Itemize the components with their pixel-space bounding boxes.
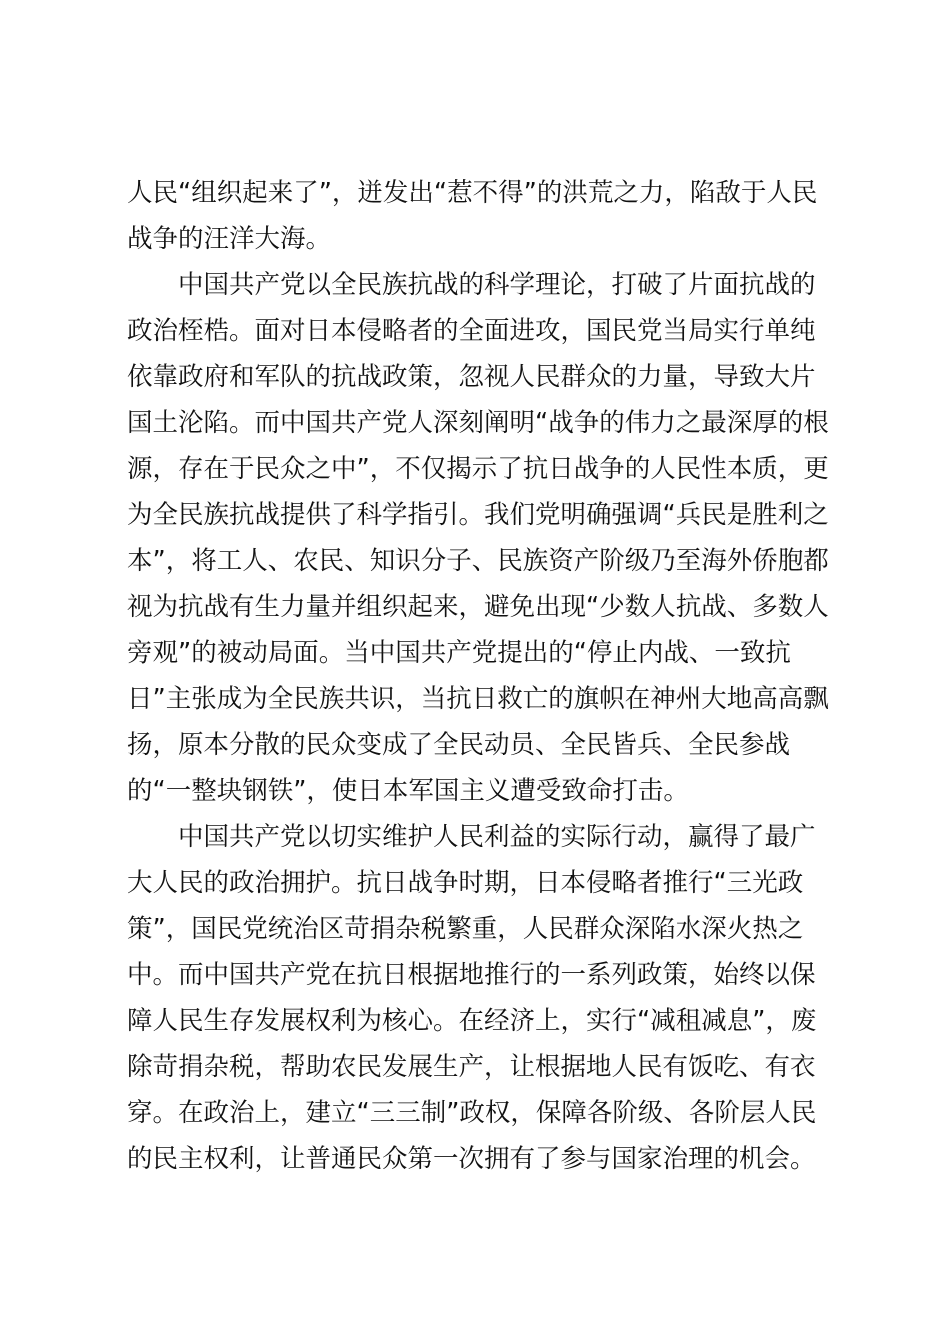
text-line: 国土沦陷。而中国共产党人深刻阐明“战争的伟力之最深厚的根 — [127, 408, 829, 438]
text-line: 扬，原本分散的民众变成了全民动员、全民皆兵、全民参战 — [127, 730, 791, 760]
text-line: 日”主张成为全民族共识，当抗日救亡的旗帜在神州大地高高飘 — [127, 684, 829, 714]
text-line: 源，存在于民众之中”，不仅揭示了抗日战争的人民性本质，更 — [127, 454, 829, 484]
text-line: 穿。在政治上，建立“三三制”政权，保障各阶级、各阶层人民 — [127, 1098, 817, 1128]
text-line: 的“一整块钢铁”，使日本军国主义遭受致命打击。 — [127, 776, 689, 806]
text-line: 视为抗战有生力量并组织起来，避免出现“少数人抗战、多数人 — [127, 592, 829, 622]
body-text — [127, 170, 847, 1182]
paragraph-3 — [127, 814, 847, 1182]
text-line: 除苛捐杂税，帮助农民发展生产，让根据地人民有饭吃、有衣 — [127, 1052, 816, 1082]
text-line: 中国共产党以全民族抗战的科学理论，打破了片面抗战的 — [178, 270, 816, 300]
text-line: 政治桎梏。面对日本侵略者的全面进攻，国民党当局实行单纯 — [127, 316, 816, 346]
text-line: 的民主权利，让普通民众第一次拥有了参与国家治理的机会。 — [127, 1144, 816, 1174]
text-line: 旁观”的被动局面。当中国共产党提出的“停止内战、一致抗 — [127, 638, 791, 668]
text-line: 大人民的政治拥护。抗日战争时期，日本侵略者推行“三光政 — [127, 868, 804, 898]
text-line: 战争的汪洋大海。 — [127, 224, 332, 254]
text-line: 障人民生存发展权利为核心。在经济上，实行“减租减息”，废 — [127, 1006, 817, 1036]
text-line: 中国共产党以切实维护人民利益的实际行动，赢得了最广 — [178, 822, 816, 852]
text-line: 本”，将工人、农民、知识分子、民族资产阶级乃至海外侨胞都 — [127, 546, 829, 576]
text-line: 依靠政府和军队的抗战政策，忽视人民群众的力量，导致大片 — [127, 362, 816, 392]
paragraph-2 — [127, 262, 847, 814]
text-line: 人民“组织起来了”，迸发出“惹不得”的洪荒之力，陷敌于人民 — [127, 178, 818, 208]
text-line: 中。而中国共产党在抗日根据地推行的一系列政策，始终以保 — [127, 960, 816, 990]
text-line: 为全民族抗战提供了科学指引。我们党明确强调“兵民是胜利之 — [127, 500, 829, 530]
paragraph-1 — [127, 170, 847, 262]
text-line: 策”，国民党统治区苛捐杂税繁重，人民群众深陷水深火热之 — [127, 914, 804, 944]
